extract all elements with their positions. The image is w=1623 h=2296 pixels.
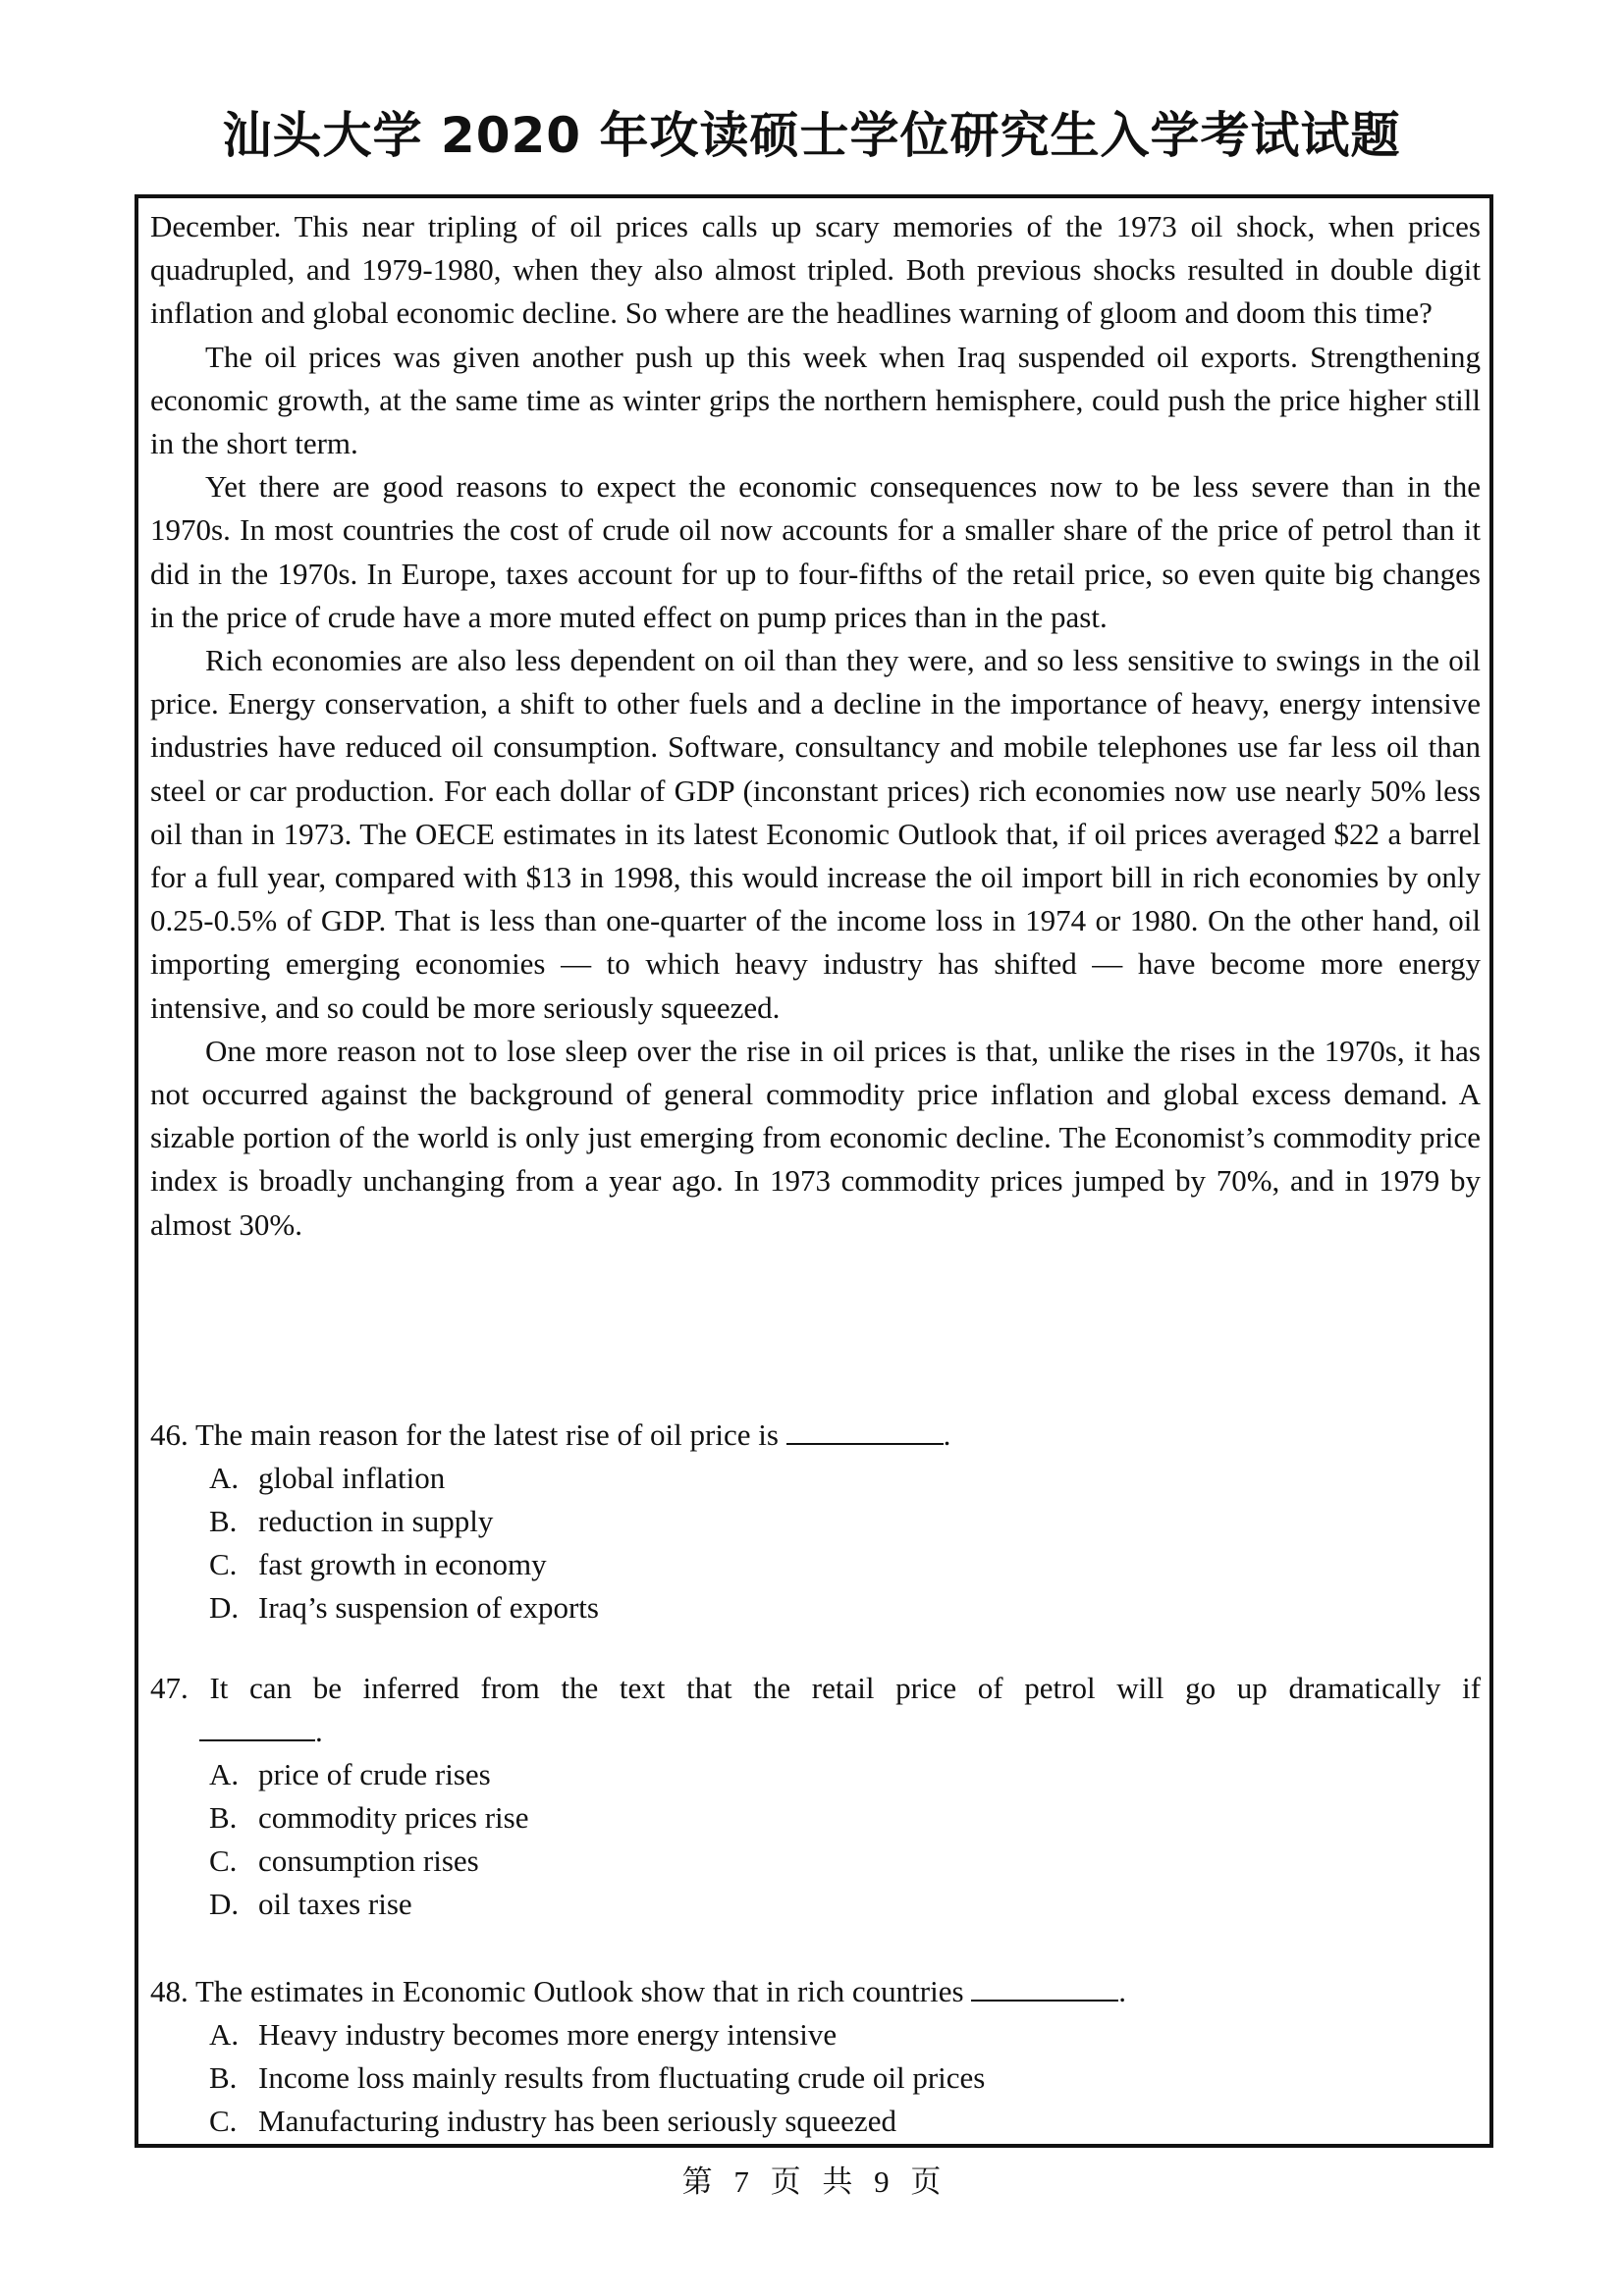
question-stem: [150, 1667, 1481, 1710]
option-text: Heavy industry becomes more energy intensive: [258, 2017, 838, 2052]
option-text: reduction in supply: [258, 1504, 494, 1538]
passage-paragraph: One more reason not to lose sleep over the rise in oil prices is that, unlike the rises in the 1970s, it has not occurred against the background of general commodity price inflation and global excess demand. A sizable portion of the world is only just emerging from economic decline. The Economist’s commodity price index is broadly unchanging from a year ago. In 1973 commodity prices jumped by 70%, and in 1979 by almost 30%.: [150, 1033, 1481, 1242]
option-letter: C.: [209, 2104, 238, 2138]
option-b: [150, 2056, 1481, 2100]
page-label: 第: [681, 2164, 713, 2199]
option-text: oil taxes rise: [258, 1887, 412, 1921]
question-number: 48.: [150, 1974, 189, 2008]
reading-passage: [150, 205, 1481, 1247]
option-b: [150, 1500, 1481, 1543]
question-end: .: [943, 1417, 951, 1452]
option-letter: A.: [209, 1461, 240, 1495]
answer-blank: [199, 1710, 315, 1741]
option-letter: B.: [209, 1504, 238, 1538]
page-title: 汕头大学 2020 年攻读硕士学位研究生入学考试试题: [222, 107, 1401, 164]
option-text: consumption rises: [258, 1843, 479, 1878]
option-c: [150, 1543, 1481, 1586]
option-c: [150, 1840, 1481, 1883]
option-b: [150, 1796, 1481, 1840]
option-d: [150, 1883, 1481, 1926]
option-letter: D.: [209, 1590, 240, 1625]
option-letter: A.: [209, 2017, 240, 2052]
page-unit: 页: [770, 2164, 801, 2199]
passage-paragraph: Rich economies are also less dependent on oil than they were, and so less sensitive to swings in the oil price. Energy conservation, a shift to other fuels and a decline in the importance of heavy, energy intensive industries have reduced oil consumption. Software, consultancy and mobile telephones use far less oil than steel or car production. For each dollar of GDP (inconstant prices) rich economies now use nearly 50% less oil than in 1973. The OECE estimates in its latest Economic Outlook that, if oil prices averaged $22 a barrel for a full year, compared with $13 in 1998, this would increase the oil import bill in rich economies by only 0.25-0.5% of GDP. That is less than one-quarter of the income loss in 1974 or 1980. On the other hand, oil importing emerging economies — to which heavy industry has shifted — have become more energy intensive, and so could be more seriously squeezed.: [150, 643, 1481, 1025]
option-a: [150, 1457, 1481, 1500]
question-47: [150, 1667, 1481, 1926]
option-a: [150, 1753, 1481, 1796]
option-text: price of crude rises: [258, 1757, 491, 1791]
page-number: 7: [733, 2164, 749, 2199]
total-pages: 9: [874, 2164, 890, 2199]
option-text: Iraq’s suspension of exports: [258, 1590, 599, 1625]
answer-blank: [971, 1970, 1118, 2002]
question-number: 47.: [150, 1671, 189, 1705]
answer-blank: [786, 1414, 944, 1445]
question-text: The estimates in Economic Outlook show that in rich countries: [194, 1974, 964, 2008]
question-text: It can be inferred from the text that the retail price of petrol will go up dramatically if: [209, 1671, 1482, 1705]
question-number: 46.: [150, 1417, 189, 1452]
passage-paragraph: December. This near tripling of oil prices calls up scary memories of the 1973 oil shock, when prices quadrupled, and 1979-1980, when they also almost tripled. Both previous shocks resulted in double digit inflation and global economic decline. So where are the headlines warning of gloom and doom this time?: [150, 209, 1481, 331]
option-letter: B.: [209, 2060, 238, 2095]
option-letter: C.: [209, 1547, 238, 1581]
question-end: .: [1118, 1974, 1127, 2008]
option-d: [150, 1586, 1481, 1629]
option-text: fast growth in economy: [258, 1547, 547, 1581]
question-text: The main reason for the latest rise of oil price is: [194, 1417, 779, 1452]
passage-paragraph: The oil prices was given another push up this week when Iraq suspended oil exports. Strengthening economic growth, at the same time as winter grips the northern hemisphere, could push the price higher still in the short term.: [150, 339, 1481, 461]
option-text: Income loss mainly results from fluctuating crude oil prices: [258, 2060, 986, 2095]
option-letter: B.: [209, 1800, 238, 1835]
option-a: [150, 2013, 1481, 2056]
option-text: global inflation: [258, 1461, 446, 1495]
total-unit: 页: [910, 2164, 942, 2199]
option-text: commodity prices rise: [258, 1800, 529, 1835]
question-46: [150, 1414, 1481, 1629]
question-stem: [150, 1970, 1481, 2013]
question-48: [150, 1970, 1481, 2143]
question-stem-continuation: [150, 1710, 1481, 1753]
option-letter: D.: [209, 1887, 240, 1921]
page-footer: [0, 2157, 1623, 2201]
option-letter: C.: [209, 1843, 238, 1878]
option-c: [150, 2100, 1481, 2143]
question-end: .: [315, 1714, 323, 1748]
total-label: 共: [822, 2164, 853, 2199]
option-text: Manufacturing industry has been seriously squeezed: [258, 2104, 896, 2138]
question-stem: [150, 1414, 1481, 1457]
passage-paragraph: Yet there are good reasons to expect the economic consequences now to be less severe than in the 1970s. In most countries the cost of crude oil now accounts for a smaller share of the price of petrol than it did in the 1970s. In Europe, taxes account for up to four-fifths of the retail price, so even quite big changes in the price of crude have a more muted effect on pump prices than in the past.: [150, 469, 1481, 634]
option-letter: A.: [209, 1757, 240, 1791]
